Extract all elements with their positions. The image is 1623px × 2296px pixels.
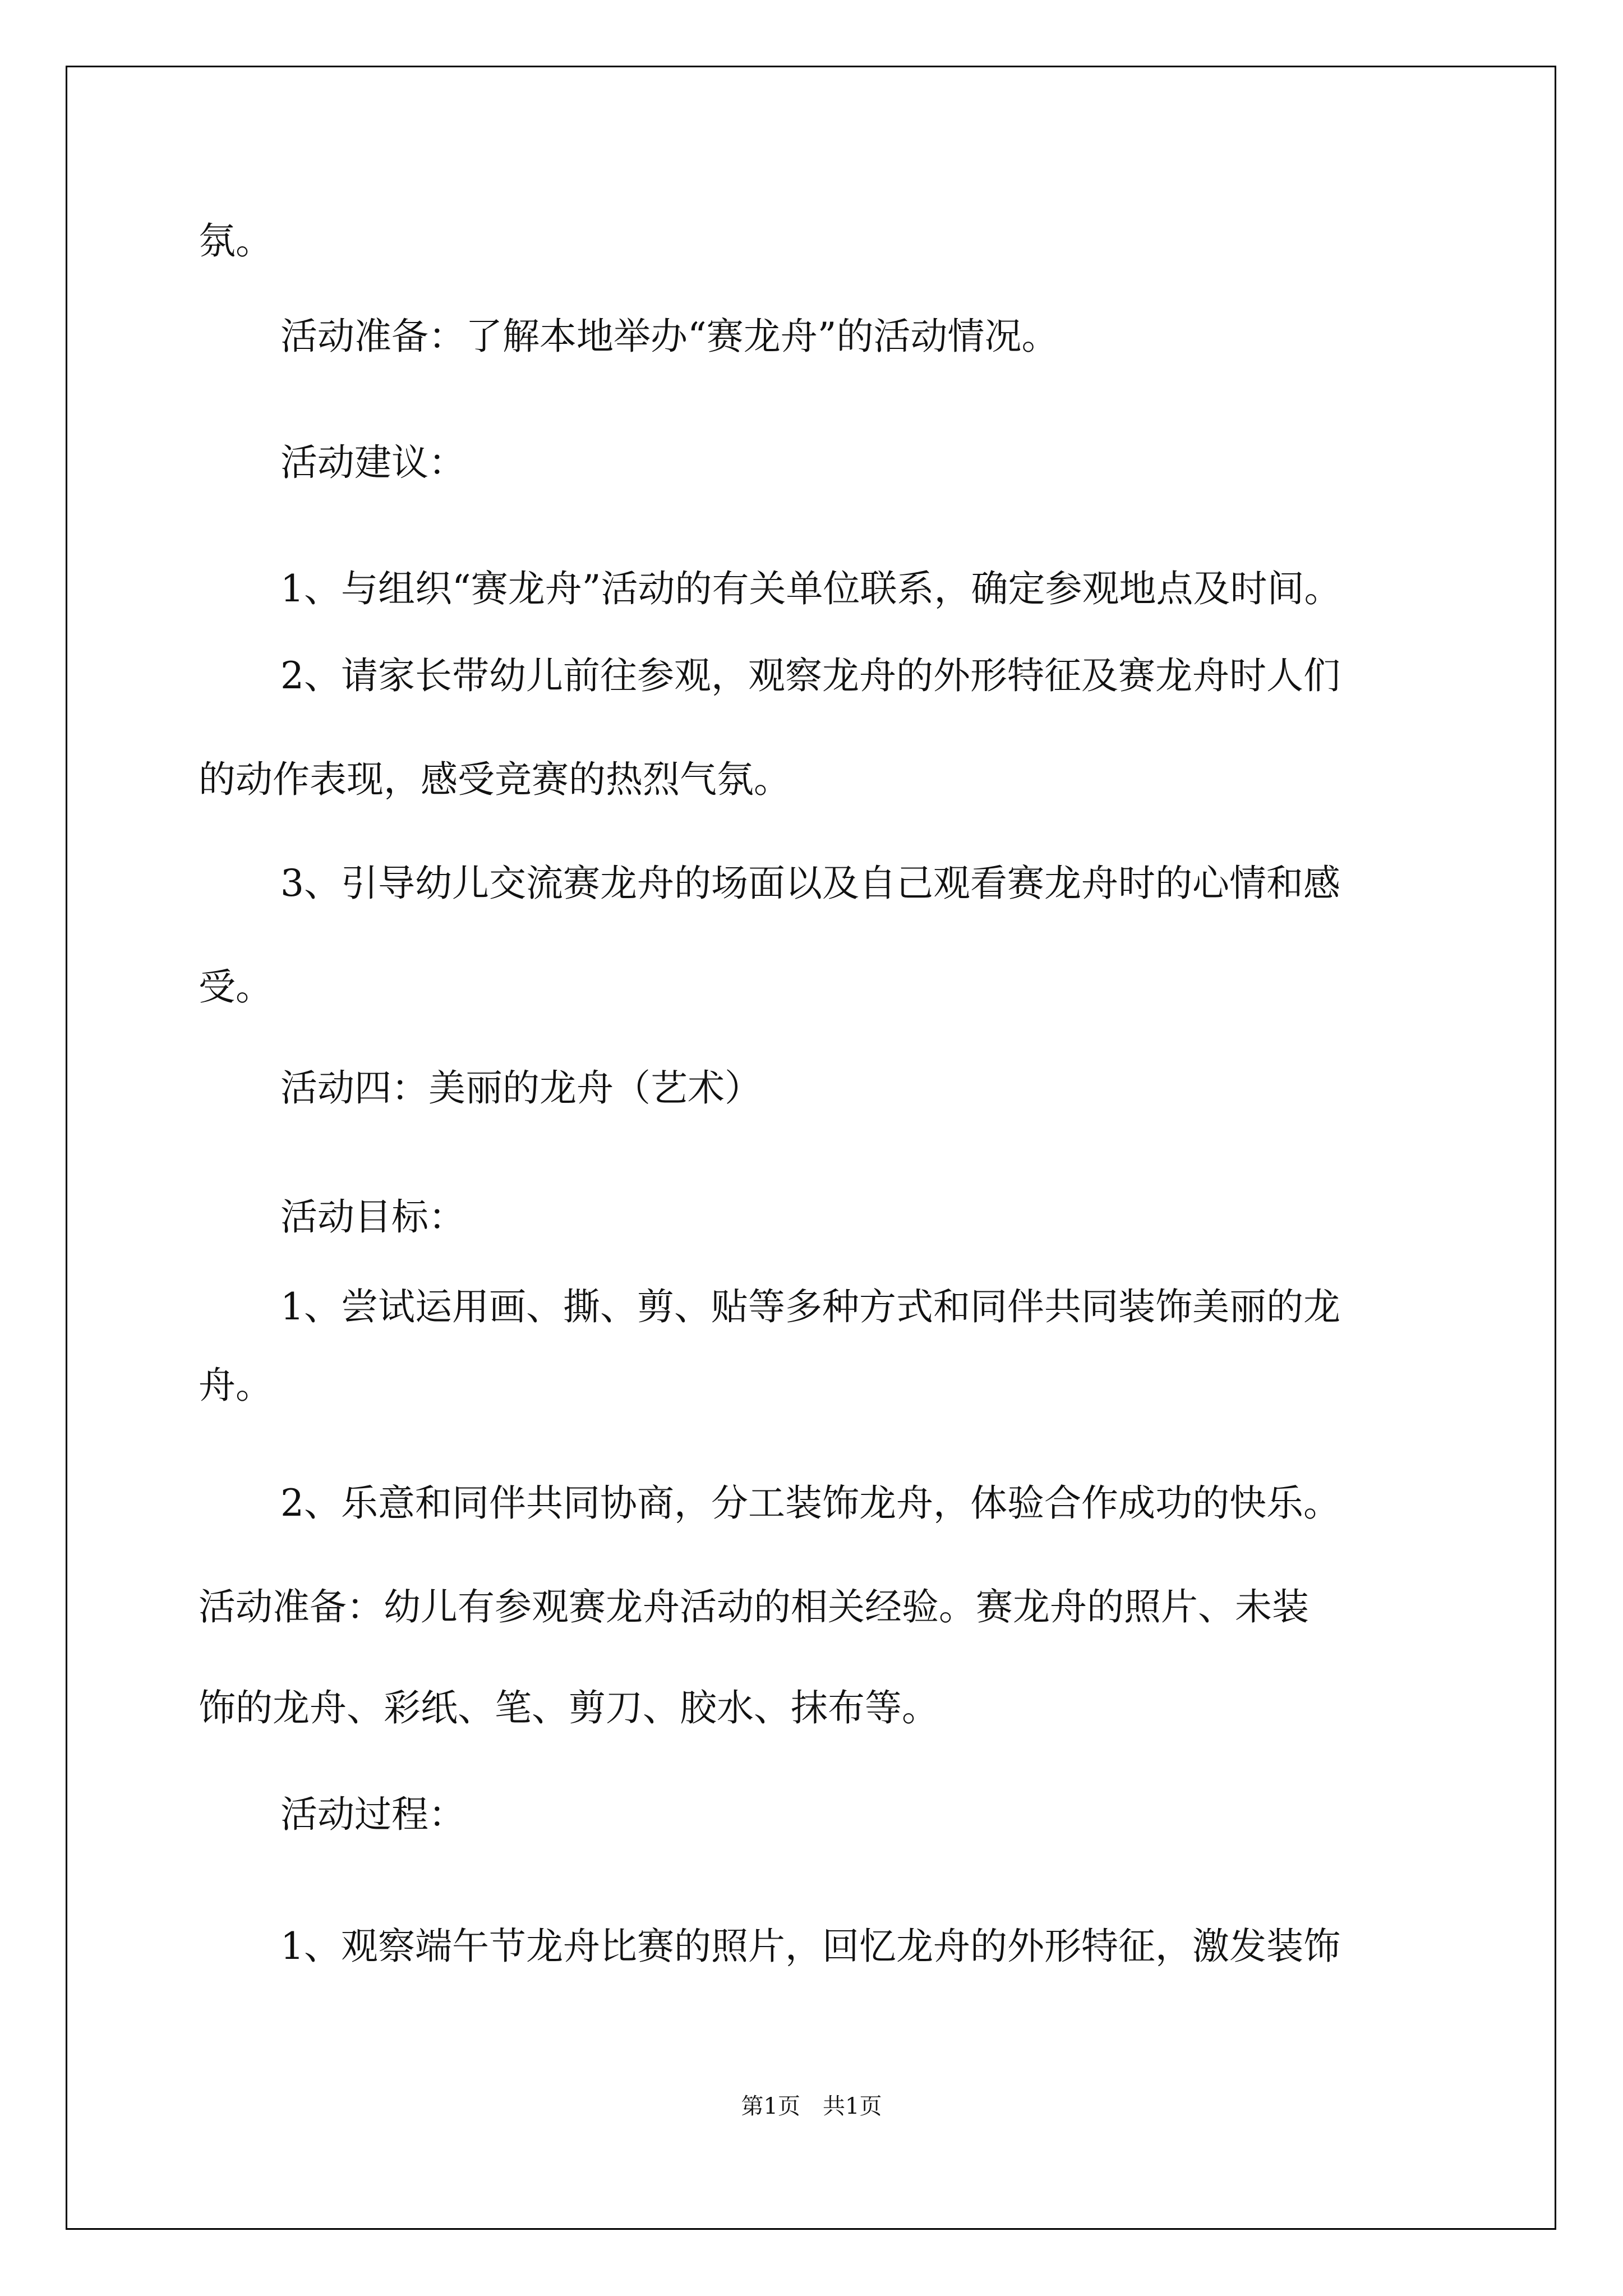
text-line-16: 活动过程：	[280, 1793, 465, 1836]
text-line-10: 活动目标：	[280, 1195, 465, 1239]
text-line-8: 受。	[199, 965, 273, 1009]
text-line-17: 1、观察端午节龙舟比赛的照片，回忆龙舟的外形特征，激发装饰	[280, 1925, 1340, 1968]
text-line-4: 1、与组织“赛龙舟”活动的有关单位联系，确定参观地点及时间。	[280, 567, 1341, 610]
text-line-5: 2、请家长带幼儿前往参观，观察龙舟的外形特征及赛龙舟时人们	[280, 654, 1340, 697]
text-line-12: 舟。	[199, 1364, 273, 1407]
text-line-1: 氛。	[199, 219, 273, 263]
text-line-3: 活动建议：	[280, 441, 465, 484]
text-line-13: 2、乐意和同伴共同协商，分工装饰龙舟，体验合作成功的快乐。	[280, 1481, 1340, 1525]
text-line-7: 3、引导幼儿交流赛龙舟的场面以及自己观看赛龙舟时的心情和感	[280, 862, 1340, 905]
text-line-6: 的动作表现，感受竞赛的热烈气氛。	[199, 758, 791, 801]
text-line-14: 活动准备：幼儿有参观赛龙舟活动的相关经验。赛龙舟的照片、未装	[199, 1585, 1309, 1628]
text-line-11: 1、尝试运用画、撕、剪、贴等多种方式和同伴共同装饰美丽的龙	[280, 1285, 1340, 1328]
page-border	[66, 66, 1556, 2230]
page-number-footer: 第1页 共1页	[741, 2093, 882, 2119]
text-line-15: 饰的龙舟、彩纸、笔、剪刀、胶水、抹布等。	[199, 1686, 939, 1729]
text-line-9: 活动四：美丽的龙舟（艺术）	[280, 1066, 762, 1110]
text-line-2: 活动准备：了解本地举办“赛龙舟”的活动情况。	[280, 315, 1059, 358]
